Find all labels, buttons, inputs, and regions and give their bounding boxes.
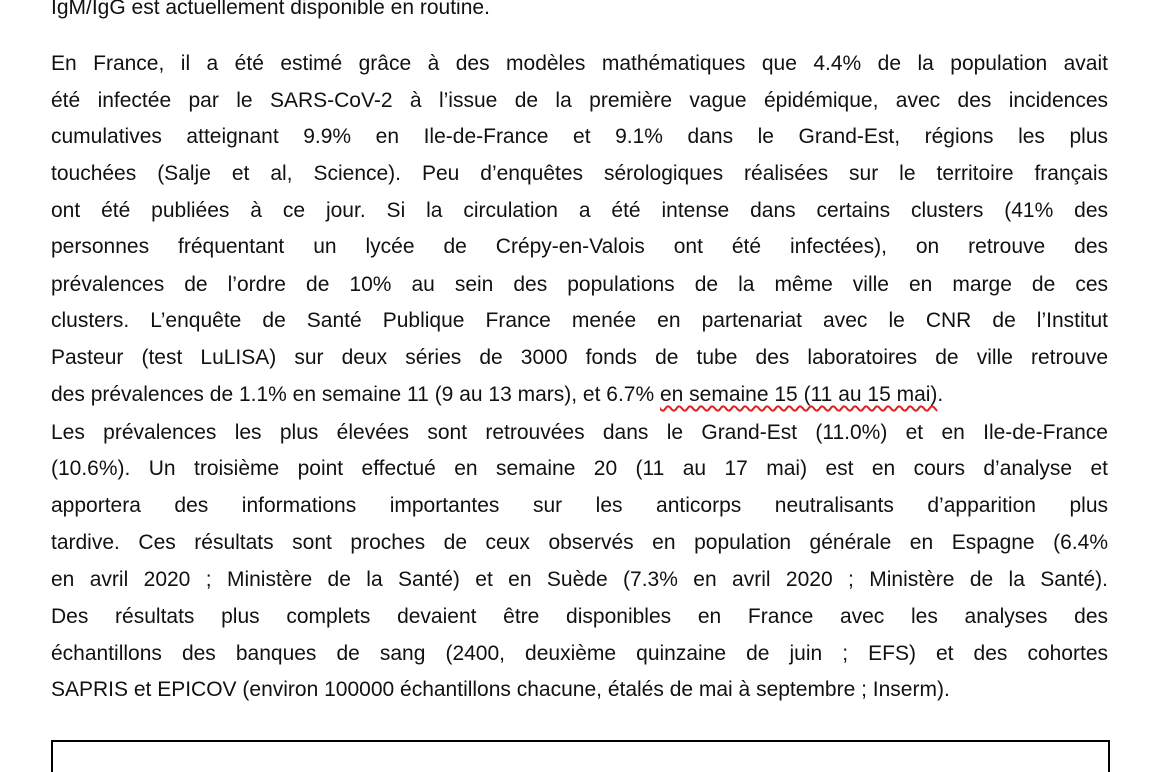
line-text-before: des prévalences de 1.1% en semaine 11 (9 au 13 mars), et 6.7%	[51, 383, 660, 406]
paragraph-line: (10.6%). Un troisième point effectué en semaine 20 (11 au 17 mai) est en cours d’analyse et	[51, 457, 1108, 480]
paragraph-line: cumulatives atteignant 9.9% en Ile-de-France et 9.1% dans le Grand-Est, régions les plus	[51, 125, 1108, 148]
line-text	[51, 380, 943, 410]
paragraph-line: en avril 2020 ; Ministère de la Santé) et en Suède (7.3% en avril 2020 ; Ministère de la Santé).	[51, 568, 1108, 591]
paragraph-line: personnes fréquentant un lycée de Crépy-en-Valois ont été infectées), on retrouve des	[51, 235, 1108, 258]
paragraph-line: Pasteur (test LuLISA) sur deux séries de 3000 fonds de tube des laboratoires de ville retrouve	[51, 346, 1108, 369]
paragraph-line: ont été publiées à ce jour. Si la circulation a été intense dans certains clusters (41% des	[51, 199, 1108, 222]
paragraph-line: En France, il a été estimé grâce à des modèles mathématiques que 4.4% de la population avait	[51, 52, 1108, 75]
paragraph-line: touchées (Salje et al, Science). Peu d’enquêtes sérologiques réalisées sur le territoire français	[51, 162, 1108, 185]
bordered-box	[51, 740, 1110, 772]
paragraph-line: prévalences de l’ordre de 10% au sein des populations de la même ville en marge de ces	[51, 273, 1108, 296]
line-text-after: .	[937, 383, 944, 406]
paragraph-line	[51, 380, 1108, 410]
paragraph-line: clusters. L’enquête de Santé Publique France menée en partenariat avec le CNR de l’Institut	[51, 309, 1108, 332]
paragraph-line: tardive. Ces résultats sont proches de ceux observés en population générale en Espagne (6.4%	[51, 531, 1108, 554]
spellcheck-flagged-text[interactable]: en semaine 15 (11 au 15 mai)	[659, 383, 938, 406]
paragraph-line: Les prévalences les plus élevées sont retrouvées dans le Grand-Est (11.0%) et en Ile-de-France	[51, 421, 1108, 444]
intro-line: IgM/IgG est actuellement disponible en routine.	[51, 0, 490, 19]
paragraph-line: Des résultats plus complets devaient être disponibles en France avec les analyses des	[51, 605, 1108, 628]
paragraph-line: SAPRIS et EPICOV (environ 100000 échantillons chacune, étalés de mai à septembre ; Inserm).	[51, 678, 950, 701]
paragraph-line: été infectée par le SARS-CoV-2 à l’issue de la première vague épidémique, avec des incidences	[51, 89, 1108, 112]
paragraph-line: apportera des informations importantes sur les anticorps neutralisants d’apparition plus	[51, 494, 1108, 517]
paragraph-line: échantillons des banques de sang (2400, deuxième quinzaine de juin ; EFS) et des cohortes	[51, 642, 1108, 665]
